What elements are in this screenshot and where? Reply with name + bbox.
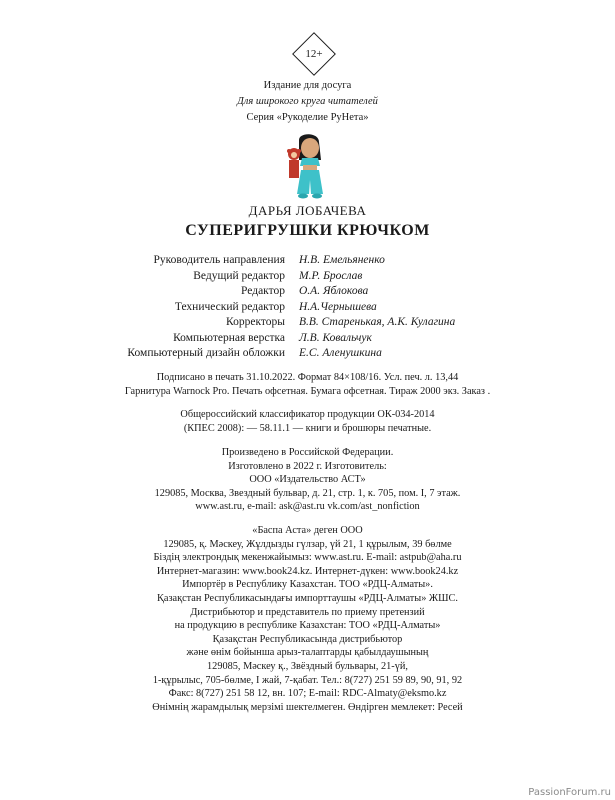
credit-role: Корректоры [226,316,285,328]
credit-role: Руководитель направления [153,254,285,266]
credit-name: Н.В. Емельяненко [299,254,385,266]
classifier-info [0,408,615,435]
credit-name: М.Р. Брослав [299,269,363,282]
classifier-line: (КПЕС 2008): — 58.11.1 — книги и брошюры печатные. [183,422,432,434]
publisher-line: ООО «Издательство АСТ» [249,474,366,486]
credit-row [0,284,615,300]
kazakhstan-line: «Баспа Аста» деген ООО [252,525,363,536]
audience-line: Для широкого круга читателей [237,96,378,107]
print-info [0,371,615,398]
kazakhstan-line: Интернет-магазин: www.book24.kz. Интернет-дүкен: www.book24.kz [156,565,459,577]
credit-row [0,269,615,285]
credit-name: Е.С. Аленушкина [299,347,382,359]
site-watermark: PassionForum.ru [528,787,611,798]
credit-role: Компьютерная верстка [173,331,285,344]
age-rating-text: 12+ [305,48,323,60]
kazakhstan-line: 1-құрылыс, 705-бөлме, I жай, 7-қабат. Тел.: 8(727) 251 59 89, 90, 91, 92 [152,674,463,686]
kazakhstan-line: 129085, қ. Мәскеу, Жұлдызды гүлзар, үй 21, 1 құрылым, 39 бөлме [163,538,452,550]
kazakhstan-line: Импортёр в Республику Казахстан. ТОО «РДЦ-Алматы». [182,579,433,591]
kazakhstan-line: Дистрибьютор и представитель по приему претензий [190,606,425,618]
print-info-line: Гарнитура Warnock Pro. Печать офсетная. Бумага офсетная. Тираж 2000 экз. Заказ . [124,385,491,397]
publisher-info [0,446,615,514]
credit-name: Н.А.Чернышева [299,300,377,313]
classifier-line: Общероссийский классификатор продукции ОК-034-2014 [180,409,435,420]
kazakhstan-line: Қазақстан Республикасындағы импорттаушы «РДЦ-Алматы» ЖШС. [157,592,458,604]
credit-name: В.В. Старенькая, А.К. Кулагина [299,316,456,328]
credit-role: Технический редактор [174,300,285,313]
credit-row [0,300,615,316]
author-name: ДАРЬЯ ЛОБАЧЕВА [248,203,367,218]
age-rating-badge [292,32,336,76]
credit-name: Л.В. Ковальчук [299,331,372,344]
kazakhstan-line: на продукцию в республике Казахстан: ТОО «РДЦ-Алматы» [174,620,441,632]
credit-role: Компьютерный дизайн обложки [127,347,285,359]
credit-name: О.А. Яблокова [299,285,369,297]
kazakhstan-line: және өнім бойынша арыз-талаптарды қабылдаушының [186,647,429,659]
credits-list [0,253,615,362]
book-title: СУПЕРИГРУШКИ КРЮЧКОМ [185,222,430,239]
publisher-line: www.ast.ru, e-mail: ask@ast.ru vk.com/ast_nonfiction [195,501,420,513]
publisher-line: Изготовлено в 2022 г. Изготовитель: [228,460,387,472]
kazakhstan-info [0,524,615,714]
series-line: Серия «Рукоделие РуНета» [246,112,369,123]
kazakhstan-line: Қазақстан Республикасында дистрибьютор [212,633,403,645]
doll-illustration [275,130,345,200]
credit-row [0,331,615,347]
credit-row [0,346,615,362]
kazakhstan-line: Өнімнің жарамдылық мерзімі шектелмеген. Өндірген мемлекет: Ресей [152,701,463,713]
publisher-line: Произведено в Российской Федерации. [221,447,394,458]
credit-row [0,315,615,331]
credit-role: Редактор [241,285,285,297]
credit-row [0,253,615,269]
print-info-line: Подписано в печать 31.10.2022. Формат 84×108/16. Усл. печ. л. 13,44 [156,372,459,383]
doll-figure-icon [275,130,345,200]
edition-type: Издание для досуга [263,80,352,91]
kazakhstan-line: Біздің электрондық мекенжайымыз: www.ast.ru. E-mail: astpub@aha.ru [153,552,462,564]
kazakhstan-line: 129085, Мәскеу қ., Звёздный бульвары, 21-үй, [207,660,408,672]
kazakhstan-line: Факс: 8(727) 251 58 12, вн. 107; E-mail: RDC-Almaty@eksmo.kz [168,688,447,700]
credit-role: Ведущий редактор [193,269,285,282]
publisher-line: 129085, Москва, Звездный бульвар, д. 21, стр. 1, к. 705, пом. I, 7 этаж. [154,487,461,499]
